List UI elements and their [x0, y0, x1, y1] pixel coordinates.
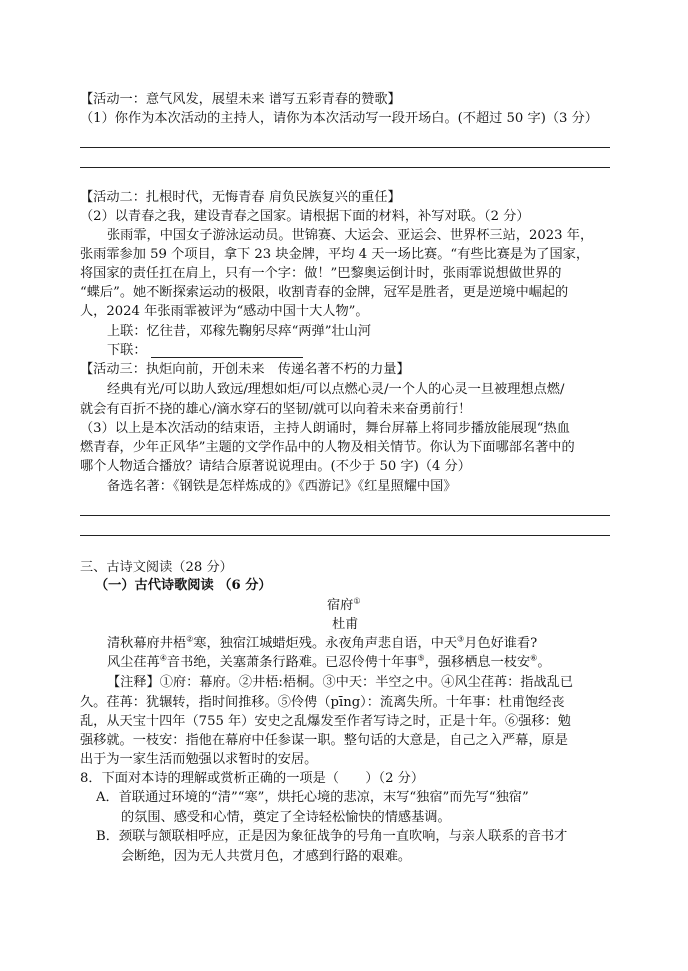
material-line: “蝶后”。她不断探索运动的极限，收割青春的金牌，冠军是胜者，更是逆境中崛起的: [80, 285, 569, 300]
option-b: B．颈联与颔联相呼应，正是因为象征战争的号角一直吹响，与亲人联系的音书才: [96, 829, 568, 844]
annotation-line: 【注释】①府：幕府。②井梧:梧桐。③中天：半空之中。④风尘荏苒：指战乱已: [107, 675, 574, 690]
poem-line: 清秋幕府井梧②寒，独宿江城蜡炬残。永夜角声悲自语，中天③月色好谁看?: [107, 634, 538, 651]
annotation-line: 强移就。一枝安：指他在幕府中任参谋一职。整句话的大意是，自己之入严幕，原是: [80, 733, 568, 748]
candidate-books: 备选名著：《钢铁是怎样炼成的》《西游记》《红星照耀中国》: [107, 479, 457, 494]
upper-couplet: 上联：忆往昔，邓稼先鞠躬尽瘁“两弹”壮山河: [107, 324, 372, 339]
question-2: （2）以青春之我，建设青春之国家。请根据下面的材料，补写对联。（2 分）: [80, 209, 530, 224]
option-a-cont: 的氛围、感受和心情，奠定了全诗轻松愉快的情感基调。: [121, 810, 451, 825]
answer-line: [80, 535, 610, 536]
option-b-cont: 会断绝，因为无人共赏月色，才感到行路的艰难。: [121, 849, 412, 864]
material-line: 将国家的责任扛在肩上，只有一个字：做！”巴黎奥运倒计时，张雨霏说想做世界的: [80, 266, 562, 281]
question-1: （1）你作为本次活动的主持人，请你为本次活动写一段开场白。(不超过 50 字)（3 分）: [80, 111, 598, 126]
activity2-heading: 【活动二：扎根时代，无悔青春 肩负民族复兴的重任】: [80, 190, 401, 205]
poem-author: 杜甫: [332, 617, 359, 632]
question-8: 8．下面对本诗的理解或赏析正确的一项是（ ）（2 分）: [80, 771, 425, 786]
section3-subheading: （一）古代诗歌阅读 （6 分）: [95, 578, 272, 593]
answer-line: [80, 147, 610, 148]
annotation-line: 久。荏苒：犹辗转，指时间推移。⑤伶俜（pīng）：流离失所。十年事：杜甫饱经丧: [80, 695, 565, 710]
annotation-line: 乱，从天宝十四年（755 年）安史之乱爆发至作者写诗之时，正是十年。⑥强移：勉: [80, 714, 571, 729]
activity3-heading: 【活动三：执炬向前，开创未来 传递名著不朽的力量】: [80, 362, 410, 377]
question-3-line: （3）以上是本次活动的结束语，主持人朗诵时，舞台屏幕上将同步播放能展现“热血: [80, 421, 570, 436]
material-line: 人，2024 年张雨霏被评为“感动中国十大人物”。: [80, 304, 369, 319]
answer-line: [80, 515, 610, 516]
question-3-line: 哪个人物适合播放？请结合原著说说理由。(不少于 50 字)（4 分）: [80, 459, 471, 474]
poem-title: 宿府①: [327, 596, 361, 613]
lower-couplet-blank: [151, 357, 303, 358]
closing-poem-line: 就会有百折不挠的雄心/滴水穿石的坚韧/就可以向着未来奋勇前行！: [80, 402, 472, 417]
answer-line: [80, 167, 610, 168]
question-3-line: 燃青春，少年正风华”主题的文学作品中的人物及相关情节。你认为下面哪部名著中的: [80, 440, 575, 455]
poem-line: 风尘荏苒④音书绝，关塞萧条行路难。已忍伶俜十年事⑤，强移栖息一枝安⑥。: [107, 653, 551, 670]
option-a: A．首联通过环境的“清”“寒”，烘托心境的悲凉，末写“独宿”而先写“独宿”: [96, 790, 529, 805]
material-line: 张雨霏参加 59 个项目，拿下 23 块金牌，平均 4 天一场比赛。“有些比赛是为了国家，: [80, 247, 590, 262]
activity1-heading: 【活动一：意气风发，展望未来 谱写五彩青春的赞歌】: [80, 92, 401, 107]
material-line: 张雨霏，中国女子游泳运动员。世锦赛、大运会、亚运会、世界杯三站，2023 年，: [107, 228, 594, 243]
lower-couplet-label: 下联：: [107, 343, 147, 358]
annotation-line: 出于为一家生活而勉强以求暂时的安居。: [80, 752, 318, 767]
closing-poem-line: 经典有光/可以助人致远/理想如炬/可以点燃心灵/一个人的心灵一旦被理想点燃/: [107, 382, 565, 397]
section3-heading: 三、古诗文阅读（28 分）: [80, 560, 233, 575]
